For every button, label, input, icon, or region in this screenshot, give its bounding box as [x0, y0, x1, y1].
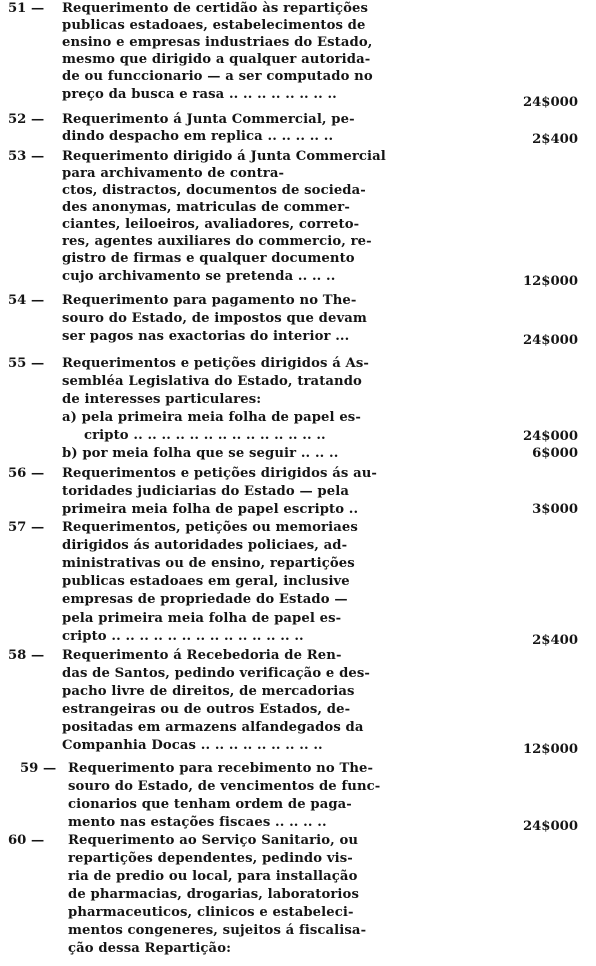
price-a: 24$000 — [522, 429, 578, 444]
entry-line: cujo archivamento se pretenda .. .. .. — [62, 269, 336, 284]
entry-line: ser pagos nas exactorias do interior ... — [62, 329, 350, 344]
entry-line: Requerimento á Junta Commercial, pe- — [62, 112, 355, 127]
entry-line: Requerimento dirigido á Junta Commercial — [62, 149, 386, 164]
entry-line: positadas em armazens alfandegados da — [62, 720, 364, 735]
entry-number: 52 — — [8, 112, 45, 127]
entry-line: cripto .. .. .. .. .. .. .. .. .. .. .. .. .. .. — [62, 629, 304, 644]
entry-line: empresas de propriedade do Estado — — [62, 592, 348, 607]
price: 24$000 — [522, 819, 578, 834]
entry-line: des anonymas, matriculas de commer- — [62, 200, 350, 215]
entry-number: 58 — — [8, 648, 45, 663]
entry-line: Requerimento ao Serviço Sanitario, ou — [68, 833, 359, 848]
entry-line: Requerimento á Recebedoria de Ren- — [62, 648, 342, 663]
entry-line: toridades judiciarias do Estado — pela — [62, 484, 350, 499]
entry-line: para archivamento de contra- — [62, 166, 285, 181]
entry-line: sembléa Legislativa do Estado, tratando — [62, 374, 362, 389]
entry-line: souro do Estado, de impostos que devam — [62, 311, 367, 326]
entry-line: Requerimentos e petições dirigidos ás au- — [62, 466, 377, 481]
entry-line: gistro de firmas e qualquer documento — [62, 251, 355, 266]
entry-line: mento nas estações fiscaes .. .. .. .. — [68, 815, 327, 830]
price: 2$400 — [532, 633, 578, 648]
entry-line: publicas estadoaes, estabelecimentos de — [62, 18, 366, 33]
entry-line: ministrativas ou de ensino, repartições — [62, 556, 355, 571]
entry-line: Companhia Docas .. .. .. .. .. .. .. .. .. — [62, 738, 323, 753]
entry-number: 56 — — [8, 466, 45, 481]
entry-line: b) por meia folha que se seguir .. .. .. — [62, 446, 339, 461]
entry-line: Requerimento para recebimento no The- — [68, 761, 374, 776]
entry-line: Requerimento para pagamento no The- — [62, 293, 357, 308]
entry-line: estrangeiras ou de outros Estados, de- — [62, 702, 351, 717]
entry-line: res, agentes auxiliares do commercio, re- — [62, 234, 372, 249]
entry-number: 60 — — [8, 833, 45, 848]
entry-number: 55 — — [8, 356, 45, 371]
entry-line: de pharmacias, drogarias, laboratorios — [68, 887, 359, 902]
entry-line: pacho livre de direitos, de mercadorias — [62, 684, 355, 699]
entry-line: dirigidos ás autoridades policiaes, ad- — [62, 538, 348, 553]
entry-number: 59 — — [20, 761, 57, 776]
entry-line: ctos, distractos, documentos de socieda- — [62, 183, 366, 198]
entry-number: 53 — — [8, 149, 45, 164]
price: 24$000 — [522, 333, 578, 348]
price: 12$000 — [522, 742, 578, 757]
price: 12$000 — [522, 274, 578, 289]
entry-line: pharmaceuticos, clinicos e estabeleci- — [68, 905, 354, 920]
entry-line: dindo despacho em replica .. .. .. .. .. — [62, 129, 334, 144]
entry-line: das de Santos, pedindo verificação e des- — [62, 666, 370, 681]
entry-line: repartições dependentes, pedindo vis- — [68, 851, 353, 866]
entry-number: 57 — — [8, 520, 45, 535]
entry-line: publicas estadoaes em geral, inclusive — [62, 574, 350, 589]
price-b: 6$000 — [532, 446, 578, 461]
entry-line: pela primeira meia folha de papel es- — [62, 611, 342, 626]
entry-number: 54 — — [8, 293, 45, 308]
price: 24$000 — [522, 95, 578, 110]
entry-line: preço da busca e rasa .. .. .. .. .. .. .. .. — [62, 87, 337, 102]
entry-line: de ou funccionario — a ser computado no — [62, 69, 373, 84]
entry-line: Requerimentos e petições dirigidos á As- — [62, 356, 369, 371]
entry-line: ensino e empresas industriaes do Estado, — [62, 35, 373, 50]
price: 2$400 — [532, 132, 578, 147]
entry-line: cionarios que tenham ordem de paga- — [68, 797, 352, 812]
entry-line: de interesses particulares: — [62, 392, 262, 407]
price: 3$000 — [532, 502, 578, 517]
entry-line: mentos congeneres, sujeitos á fiscalisa- — [68, 923, 367, 938]
entry-line: souro do Estado, de vencimentos de func- — [68, 779, 381, 794]
entry-line: Requerimento de certidão às repartições — [62, 1, 368, 16]
entry-number: 51 — — [8, 1, 45, 16]
entry-line: Requerimentos, petições ou memoriaes — [62, 520, 358, 535]
entry-line: ciantes, leiloeiros, avaliadores, correto- — [62, 217, 360, 232]
entry-line: primeira meia folha de papel escripto .. — [62, 502, 359, 517]
entry-line: mesmo que dirigido a qualquer autorida- — [62, 52, 371, 67]
entry-line: cripto .. .. .. .. .. .. .. .. .. .. .. .. .. .. — [84, 428, 326, 443]
entry-line: ria de predio ou local, para installação — [68, 869, 358, 884]
entry-line: ção dessa Repartição: — [68, 941, 232, 956]
entry-line: a) pela primeira meia folha de papel es- — [62, 410, 361, 425]
